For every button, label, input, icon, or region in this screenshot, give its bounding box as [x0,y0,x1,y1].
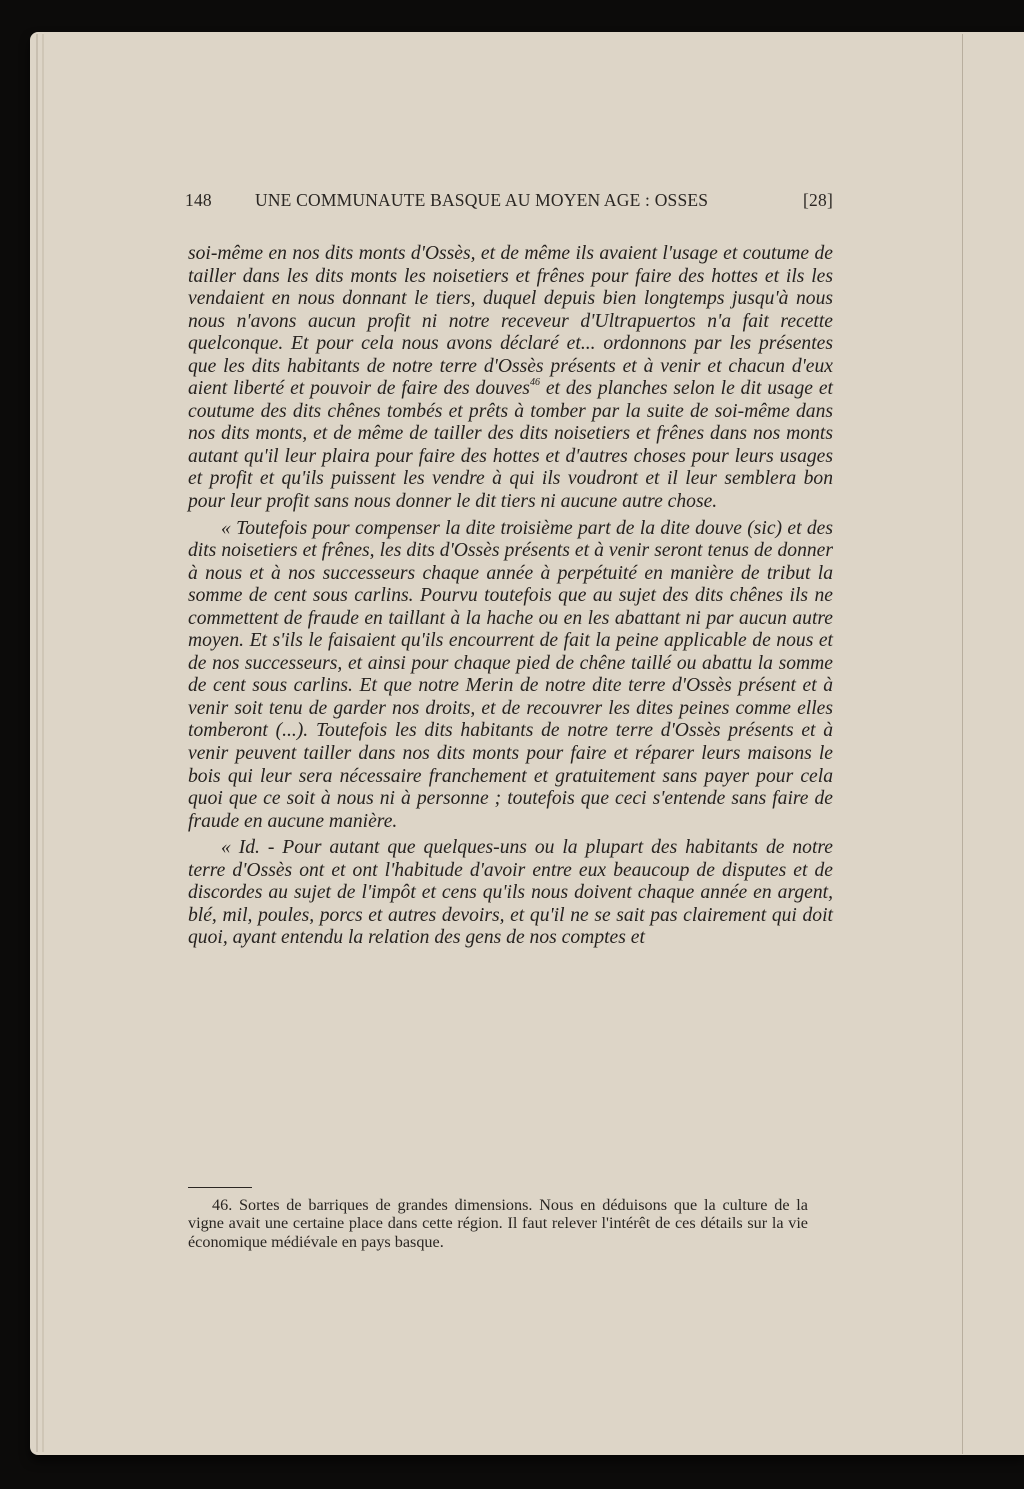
paragraph-2: « Toutefois pour compenser la dite troisième part de la dite douve (sic) et des dits noisetiers et frênes, les dits d'Ossès présents et à venir seront tenus de donner à nous et à nos successeurs chaque année à perpétuité en manière de tribut la somme de cent sous carlins. Pourvu toutefois que au sujet des dits chênes ils ne commettent de fraude en taillant à la hache ou en les abattant ni par aucun autre moyen. Et s'ils le faisaient qu'ils encourrent de fait la peine applicable de nous et de nos successeurs, et ainsi pour chaque pied de chêne taillé ou abattu la somme de cent sous carlins. Et que notre Merin de notre dite terre d'Ossès présent et à venir soit tenu de garder nos droits, et de recouvrer les dites peines comme elles tomberont (...). Toutefois les dits habitants de notre terre d'Ossès présents et à venir peuvent tailler dans nos dits monts pour faire et réparer leurs maisons le bois qui leur sera nécessaire franchement et gratuitement sans payer pour cela quoi que ce soit à nous ni à personne ; toutefois que ceci s'entende sans faire de fraude en aucune manière. [188,517,833,832]
footnote [188,1196,808,1251]
paragraph-1-text: soi-même en nos dits monts d'Ossès, et de même ils avaient l'usage et coutume de tailler dans les dits monts les noisetiers et frênes pour faire des hottes et ils les vendaient en nous donnant le tiers, duquel depuis bien longtemps jusqu'à nous nous n'avons aucun profit ni notre receveur d'Ultrapuertos n'a fait recette quelconque. Et pour cela nous avons déclaré et... ordonnons par les présentes que les dits habitants de notre terre d'Ossès présents et à venir et chacun d'eux aient liberté et pouvoir de faire des douves [188,243,833,400]
page-edge [42,34,44,1452]
footnote-ref[interactable]: 46 [529,377,540,389]
page-number: 148 [185,190,212,210]
running-title: UNE COMMUNAUTE BASQUE AU MOYEN AGE : OSSES [255,190,709,210]
paragraph-1 [188,243,833,514]
footnote-rule [188,1187,252,1188]
footnote-46: 46. Sortes de barriques de grandes dimensions. Nous en déduisons que la culture de la vigne avait une certaine place dans cette région. Il faut relever l'intérêt de ces détails sur la vie économique médiévale en pays basque. [188,1196,808,1251]
paragraph-1-continued: et des planches selon le dit usage et coutume des dits chênes tombés et prêts à tomber par la suite de soi-même dans nos dits monts, et de même de tailler des dits noisetiers et frênes dans nos monts autant qu'il leur plaira pour faire des hottes et d'autres choses pour leurs usages et profit et qu'ils puissent les vendre à qui ils voudront et il leur semblera bon pour leur profit sans nous donner le dit tiers ni aucune autre chose. [188,378,833,513]
paragraph-3: « Id. - Pour autant que quelques-uns ou la plupart des habitants de notre terre d'Ossès ont et ont l'habitude d'avoir entre eux beaucoup de disputes et de discordes au sujet de l'impôt et cens qu'ils nous doivent chaque année en argent, blé, mil, poules, porcs et autres devoirs, et qu'il ne se sait pas clairement qui doit quoi, ayant entendu la relation des gens de nos comptes et [188,837,833,949]
page-fold [962,34,963,1454]
page-edge [36,34,38,1452]
section-number: [28] [803,190,833,210]
body-text [188,243,833,950]
